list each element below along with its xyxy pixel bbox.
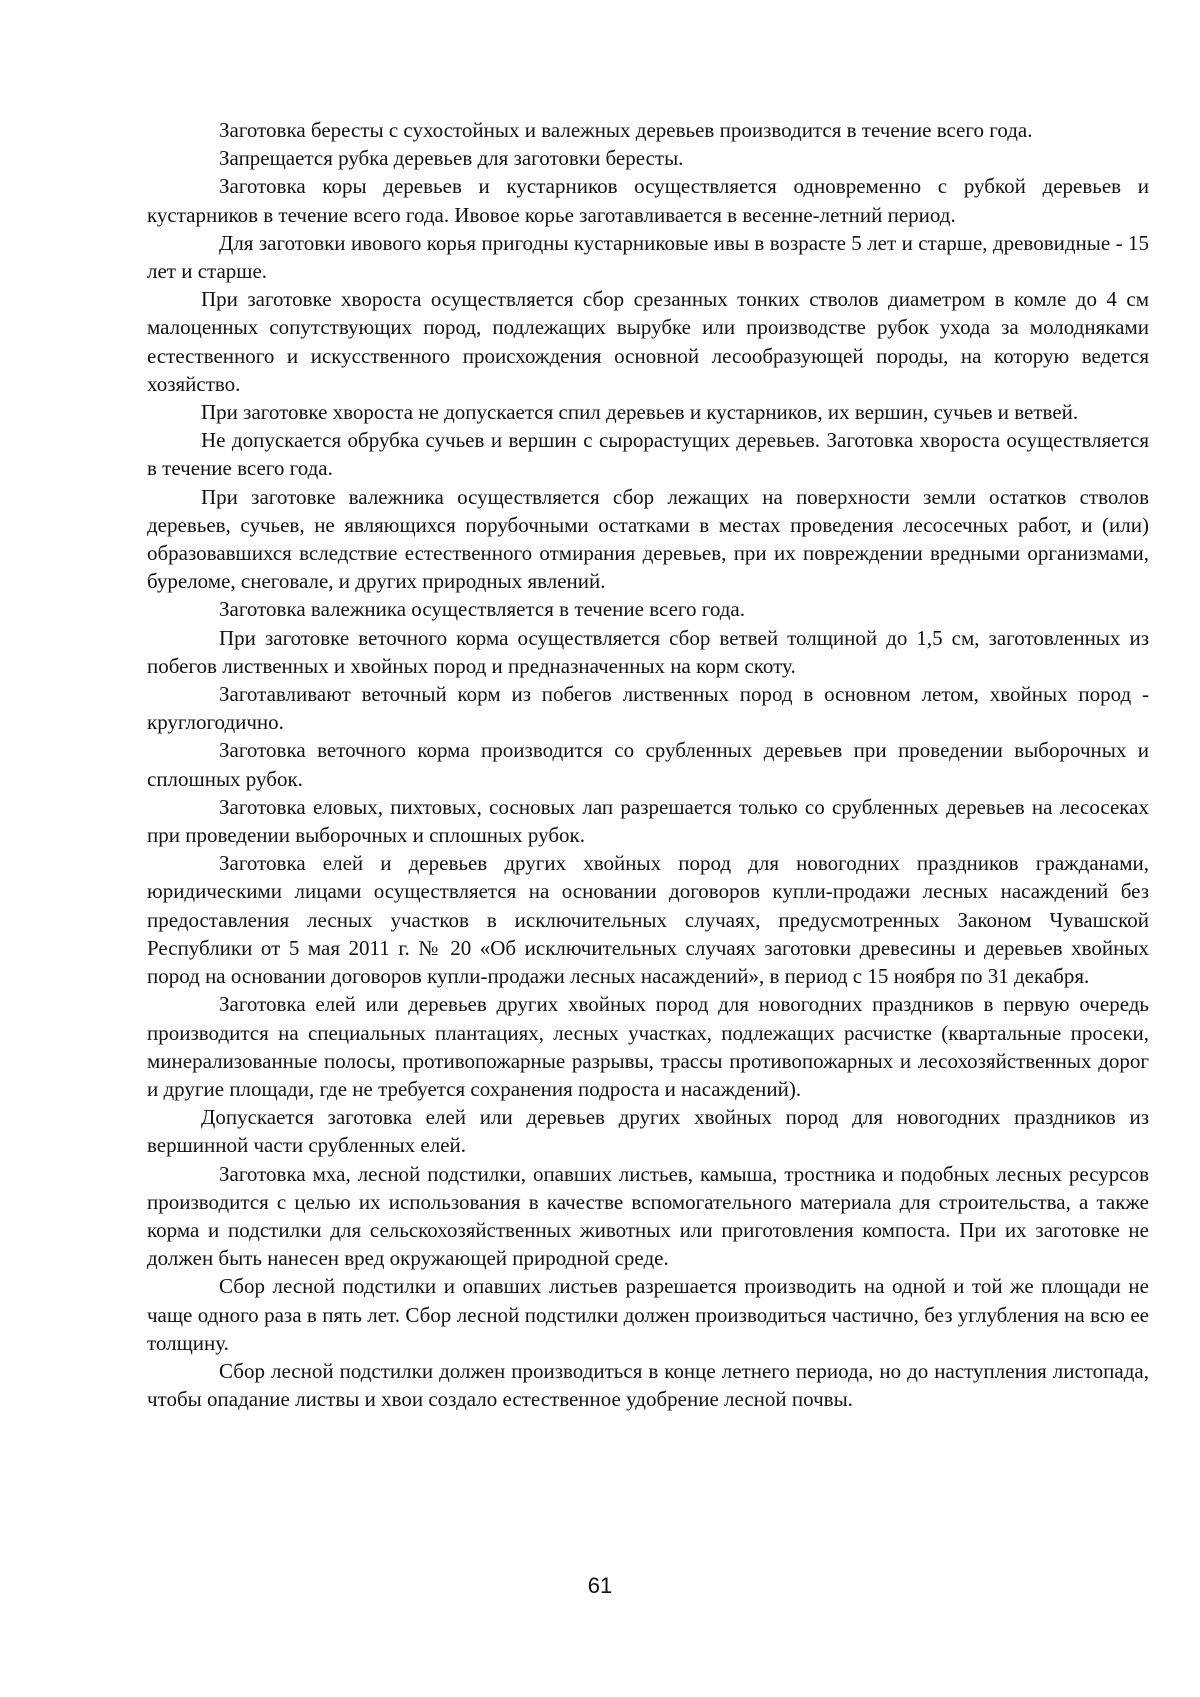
paragraph-new-year-trees-priority: Заготовка елей или деревьев других хвойных пород для новогодних праздников в первую очередь производится на специальных плантациях, лесных участках, подлежащих расчистке (квартальные просеки, минерализованные полосы, противопожарные разрывы, трассы противопожарных и лесохозяйственных дорог и другие площади, где не требуется сохранения подроста и насаждений). — [147, 992, 1149, 1101]
paragraph-birch-bark-ban: Запрещается рубка деревьев для заготовки бересты. — [219, 146, 684, 171]
paragraph-deadwood-harvest: При заготовке валежника осуществляется сбор лежащих на поверхности земли остатков стволов деревьев, сучьев, не являющихся порубочными остатками в местах проведения лесосечных работ, и (или) образовавшихся вследствие естественного отмирания деревьев, при их повреждении вредными организмами, буреломе, снеговале, и других природных явлений. — [147, 484, 1149, 594]
paragraph-new-year-trees: Заготовка елей и деревьев других хвойных пород для новогодних праздников гражданами, юридическими лицами осуществляется на основании договоров купли-продажи лесных насаждений без предоставления лесных участков в исключительных случаях, предусмотренных Законом Чувашской Республики от 5 мая 2011 г. № 20 «Об исключительных случаях заготовки древесины и деревьев хвойных пород на основании договоров купли-продажи лесных насаждений», в период с 15 ноября по 31 декабря. — [147, 851, 1149, 989]
paragraph-bark-harvest: Заготовка коры деревьев и кустарников осуществляется одновременно с рубкой деревьев и кустарников в течение всего года. Ивовое корье заготавливается в весенне-летний период. — [147, 174, 1149, 227]
page-number: 61 — [587, 1573, 613, 1598]
paragraph-twig-fodder: При заготовке веточного корма осуществляется сбор ветвей толщиной до 1,5 см, заготовленных из побегов лиственных и хвойных пород и предназначенных на корм скоту. — [147, 625, 1149, 678]
paragraph-litter-frequency: Сбор лесной подстилки и опавших листьев разрешается производить на одной и той же площади не чаще одного раза в пять лет. Сбор лесной подстилки должен производиться частично, без углубления на всю ее толщину. — [147, 1274, 1149, 1355]
paragraph-branch-cutting-ban: Не допускается обрубка сучьев и вершин с сырорастущих деревьев. Заготовка хвороста осуществляется в течение всего года. — [147, 428, 1149, 481]
paragraph-deadwood-period: Заготовка валежника осуществляется в течение всего года. — [219, 597, 745, 622]
paragraph-birch-bark-harvest: Заготовка бересты с сухостойных и валежных деревьев производится в течение всего года. — [219, 118, 1033, 142]
paragraph-moss-litter-harvest: Заготовка мха, лесной подстилки, опавших листьев, камыша, тростника и подобных лесных ресурсов производится с целью их использования в качестве вспомогательного материала для строительства, а также корма и подстилки для сельскохозяйственных животных или приготовления компоста. При их заготовке не должен быть нанесен вред окружающей природной среде. — [147, 1161, 1149, 1271]
paragraph-litter-timing: Сбор лесной подстилки должен производиться в конце летнего периода, но до наступления листопада, чтобы опадание листвы и хвои создало естественное удобрение лесной почвы. — [147, 1358, 1149, 1412]
paragraph-twig-fodder-season: Заготавливают веточный корм из побегов лиственных пород в основном летом, хвойных пород - круглогодично. — [147, 682, 1149, 735]
paragraph-brushwood-harvest: При заготовке хвороста осуществляется сбор срезанных тонких стволов диаметром в комле до 4 см малоценных сопутствующих пород, подлежащих вырубке или производстве рубок ухода за молодняками естественного и искусственного происхождения основной лесообразующей породы, на которую ведется хозяйство. — [147, 287, 1149, 396]
paragraph-conifer-branches: Заготовка еловых, пихтовых, сосновых лап разрешается только со срубленных деревьев на лесосеках при проведении выборочных и сплошных рубок. — [147, 794, 1149, 848]
paragraph-willow-bark: Для заготовки ивового корья пригодны кустарниковые ивы в возрасте 5 лет и старше, древовидные - 15 лет и старше. — [147, 230, 1149, 284]
paragraph-new-year-tree-tops: Допускается заготовка елей или деревьев других хвойных пород для новогодних праздников из вершинной части срубленных елей. — [147, 1105, 1149, 1158]
paragraph-brushwood-restrictions: При заготовке хвороста не допускается спил деревьев и кустарников, их вершин, сучьев и ветвей. — [201, 400, 1079, 425]
paragraph-twig-fodder-source: Заготовка веточного корма производится со срубленных деревьев при проведении выборочных и сплошных рубок. — [147, 738, 1149, 791]
document-body — [147, 116, 1149, 1413]
